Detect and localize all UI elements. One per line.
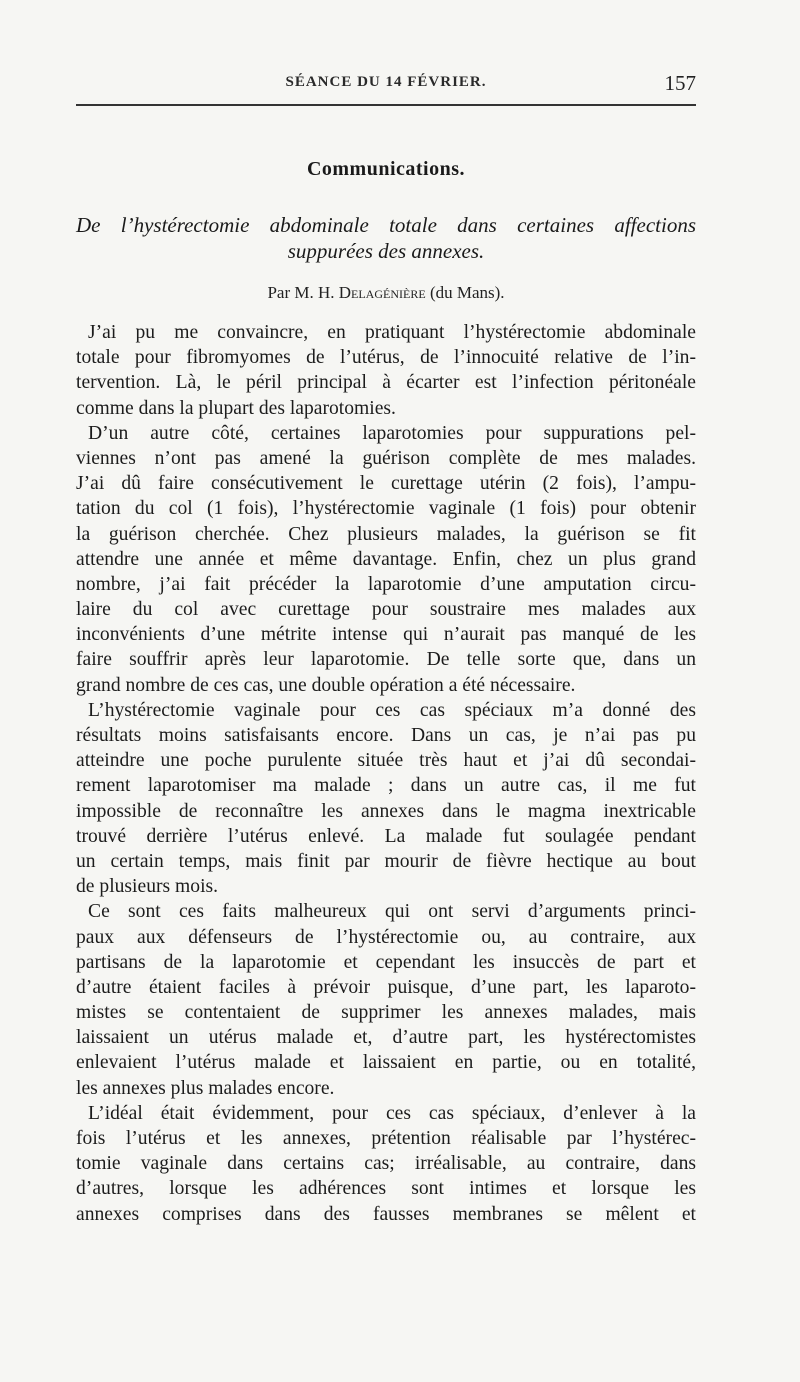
- text-line: grand nombre de ces cas, une double opération a été nécessaire.: [76, 674, 576, 696]
- running-title: SÉANCE DU 14 FÉVRIER.: [285, 74, 487, 90]
- text-line: viennes n’ont pas amené la guérison complète de mes malades.: [76, 447, 696, 469]
- page-number: 157: [664, 71, 696, 95]
- byline-prefix: Par M. H.: [267, 283, 335, 302]
- text-line: d’autre étaient faciles à prévoir puisque, d’une part, les laparoto-: [76, 976, 696, 998]
- text-line: atteindre une poche purulente située très haut et j’ai dû secondai-: [76, 750, 696, 772]
- article-body: [76, 320, 696, 1227]
- section-heading: Communications.: [306, 158, 466, 180]
- text-line: annexes comprises dans des fausses membranes se mêlent et: [76, 1203, 696, 1225]
- text-line: nombre, j’ai fait précéder la laparotomie d’une amputation circu-: [76, 573, 696, 595]
- text-line: L’hystérectomie vaginale pour ces cas spéciaux m’a donné des: [88, 699, 696, 721]
- paragraph: [76, 320, 696, 421]
- article-title-line-2: suppurées des annexes.: [287, 239, 485, 263]
- paragraph: [76, 899, 696, 1101]
- text-line: D’un autre côté, certaines laparotomies pour suppurations pel-: [88, 422, 696, 444]
- article-title: [76, 212, 696, 264]
- text-line: de plusieurs mois.: [76, 876, 219, 898]
- text-line: Ce sont ces faits malheureux qui ont servi d’arguments princi-: [88, 901, 696, 923]
- byline-author: Delagénière: [338, 283, 426, 302]
- text-line: laire du col avec curettage pour soustraire mes malades aux: [76, 599, 696, 621]
- text-line: la guérison cherchée. Chez plusieurs malades, la guérison se fit: [76, 523, 696, 545]
- text-line: un certain temps, mais finit par mourir de fièvre hectique au bout: [76, 850, 696, 872]
- text-line: tation du col (1 fois), l’hystérectomie vaginale (1 fois) pour obtenir: [76, 498, 696, 520]
- article-title-line-1: De l’hystérectomie abdominale totale dans certaines affections: [76, 213, 696, 237]
- text-line: tomie vaginale dans certains cas; irréalisable, au contraire, dans: [76, 1153, 696, 1175]
- text-line: J’ai pu me convaincre, en pratiquant l’hystérectomie abdominale: [88, 322, 696, 343]
- text-line: laissaient un utérus malade et, d’autre part, les hystérectomistes: [76, 1027, 696, 1049]
- running-header: [76, 71, 696, 100]
- text-line: enlevaient l’utérus malade et laissaient en partie, ou en totalité,: [76, 1052, 696, 1074]
- text-line: mistes se contentaient de supprimer les annexes malades, mais: [76, 1002, 696, 1024]
- text-line: faire souffrir après leur laparotomie. De telle sorte que, dans un: [76, 649, 696, 671]
- byline: [76, 283, 696, 303]
- text-line: fois l’utérus et les annexes, prétention réalisable par l’hystérec-: [76, 1128, 696, 1149]
- text-line: J’ai dû faire consécutivement le curettage utérin (2 fois), l’ampu-: [76, 473, 696, 495]
- text-line: trouvé derrière l’utérus enlevé. La malade fut soulagée pendant: [76, 825, 696, 847]
- byline-suffix: (du Mans).: [429, 283, 505, 302]
- paragraph: [76, 421, 696, 698]
- text-line: partisans de la laparotomie et cependant les insuccès de part et: [76, 951, 696, 973]
- text-line: paux aux défenseurs de l’hystérectomie ou, au contraire, aux: [76, 926, 696, 948]
- paragraph: [76, 1101, 696, 1227]
- text-line: comme dans la plupart des laparotomies.: [76, 397, 396, 419]
- paragraph: [76, 698, 696, 900]
- text-line: attendre une année et même davantage. Enfin, chez un plus grand: [76, 548, 696, 570]
- text-line: d’autres, lorsque les adhérences sont intimes et lorsque les: [76, 1178, 696, 1200]
- text-line: les annexes plus malades encore.: [76, 1077, 335, 1099]
- text-line: impossible de reconnaître les annexes dans le magma inextricable: [76, 800, 696, 822]
- text-line: inconvénients d’une métrite intense qui n’aurait pas manqué de les: [76, 624, 696, 646]
- text-line: résultats moins satisfaisants encore. Dans un cas, je n’ai pas pu: [76, 725, 696, 746]
- text-line: totale pour fibromyomes de l’utérus, de l’innocuité relative de l’in-: [76, 347, 696, 369]
- text-line: tervention. Là, le péril principal à écarter est l’infection péritonéale: [76, 372, 696, 394]
- header-rule: [76, 104, 696, 106]
- text-line: rement laparotomiser ma malade ; dans un autre cas, il me fut: [76, 775, 696, 797]
- text-line: L’idéal était évidemment, pour ces cas spéciaux, d’enlever à la: [88, 1102, 696, 1124]
